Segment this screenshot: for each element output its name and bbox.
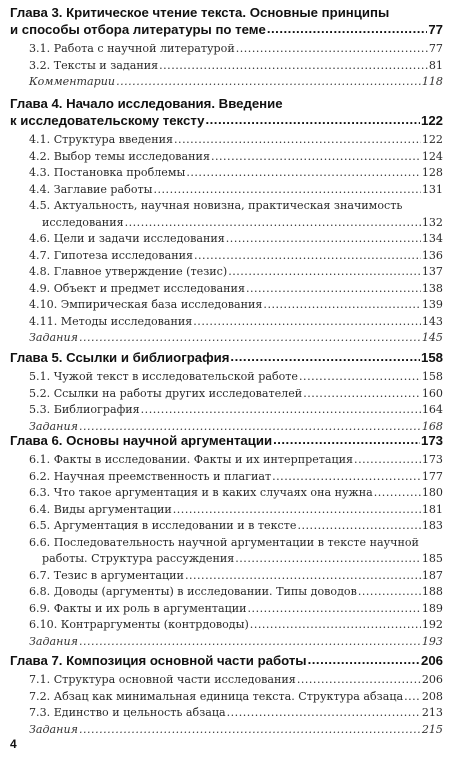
page-number: 4 [10,737,17,751]
chapter-title-line: Глава 3. Критическое чтение текста. Основные принципы [10,5,390,20]
toc-entry[interactable] [29,469,443,486]
entry-text: 3.1. Работа с научной литературой [29,42,235,56]
toc-chapter [10,5,443,91]
entry-text: 4.2. Выбор темы исследования [29,149,210,163]
entry-text-continuation: исследования [42,215,124,229]
entry-text: 4.5. Актуальность, научная новизна, практическая значимость [29,199,403,213]
toc-entry[interactable] [29,518,443,535]
entry-text: 6.2. Научная преемственность и плагиат [29,469,272,483]
dot-leader [211,149,421,160]
chapter-title-line: Глава 5. Ссылки и библиография [10,350,230,366]
entry-page-number: 138 [421,281,443,295]
entry-text: 6.9. Факты и их роль в аргументации [29,601,247,615]
entry-text: 4.9. Объект и предмет исследования [29,281,245,295]
entry-page-number: 137 [421,265,443,279]
entry-text: 6.6. Последовательность научной аргументации в тексте научной [29,535,419,549]
entry-text: Комментарии [29,75,116,89]
dot-leader [193,314,421,325]
entry-page-number: 183 [421,519,443,533]
entry-page-number: 188 [421,585,443,599]
entry-page-number: 134 [421,232,443,246]
toc-entry[interactable] [29,41,443,58]
entry-page-number: 160 [421,386,443,400]
chapter-title-line: и способы отбора литературы по теме [10,22,266,38]
dot-leader [358,584,421,595]
entry-text: 4.4. Заглавие работы [29,182,153,196]
dot-leader [79,722,421,733]
toc-entry[interactable] [29,689,443,706]
chapter-title-line: Глава 4. Начало исследования. Введение [10,96,283,111]
entry-page-number: 189 [421,601,443,615]
dot-leader [186,165,420,176]
entry-text: 3.2. Тексты и задания [29,58,159,72]
toc-entry[interactable] [29,281,443,298]
chapter-page-number: 122 [420,113,443,129]
entry-page-number: 181 [421,502,443,516]
entry-page-number: 131 [421,182,443,196]
dot-leader [141,402,421,413]
dot-leader [297,672,421,683]
dot-leader [267,21,427,34]
entry-page-number: 136 [421,248,443,262]
dot-leader [273,432,420,445]
entry-text: Задания [29,634,78,648]
dot-leader [79,634,421,645]
dot-leader [236,41,428,52]
entry-text: 7.2. Абзац как минимальная единица текста. Структура абзаца [29,689,404,703]
entry-page-number: 213 [421,706,443,720]
entry-text: 6.3. Что такое аргументация и в каких случаях она нужна [29,486,373,500]
entry-text: 7.1. Структура основной части исследования [29,673,296,687]
entry-text: 4.1. Структура введения [29,133,174,147]
toc-entry[interactable] [29,502,443,519]
dot-leader [153,182,420,193]
toc-entry[interactable] [29,264,443,281]
dot-leader [227,705,421,716]
dot-leader [116,74,421,85]
dot-leader [79,419,421,430]
dot-leader [263,297,420,308]
entry-page-number: 77 [428,42,443,56]
entry-text: Задания [29,419,78,433]
entry-text: 5.3. Библиография [29,403,140,417]
entry-page-number: 192 [421,618,443,632]
entry-text: 4.11. Методы исследования [29,314,193,328]
entry-text: 4.8. Главное утверждение (тезис) [29,265,228,279]
toc-chapter [10,96,443,347]
entry-text: 6.8. Доводы (аргументы) в исследовании. Типы доводов [29,585,357,599]
dot-leader [173,502,421,513]
toc-entry[interactable] [29,369,443,386]
toc-chapter [10,432,443,650]
dot-leader [228,264,421,275]
entry-page-number: 118 [421,75,443,89]
entry-page-number: 164 [421,403,443,417]
toc-entry[interactable] [29,386,443,403]
toc-entry[interactable] [29,402,443,419]
dot-leader [299,369,421,380]
entry-text: 4.3. Постановка проблемы [29,166,186,180]
dot-leader [226,231,421,242]
dot-leader [230,349,420,362]
toc-entry[interactable] [29,198,443,231]
toc-entry[interactable] [29,149,443,166]
toc-entry[interactable] [29,297,443,314]
dot-leader [354,452,421,463]
toc-entry-extra[interactable] [29,634,443,651]
dot-leader [374,485,421,496]
dot-leader [248,601,421,612]
dot-leader [404,689,421,700]
toc-entry[interactable] [29,182,443,199]
toc-entry[interactable] [29,165,443,182]
dot-leader [272,469,421,480]
toc-entry[interactable] [29,601,443,618]
dot-leader [303,386,421,397]
chapter-page-number: 206 [420,653,443,669]
entry-text: 4.10. Эмпирическая база исследования [29,298,263,312]
toc-entry[interactable] [29,705,443,722]
toc-entry[interactable] [29,132,443,149]
dot-leader [297,518,420,529]
toc-entry-extra[interactable] [29,330,443,347]
dot-leader [174,132,421,143]
chapter-page-number: 77 [428,22,443,38]
entry-page-number: 185 [421,552,443,566]
toc-chapter [10,349,443,435]
toc-entry-extra[interactable] [29,74,443,91]
chapter-title-line: Глава 6. Основы научной аргументации [10,433,273,449]
chapter-title [10,432,443,449]
dot-leader [79,330,421,341]
chapter-title [10,349,443,366]
chapter-page-number: 158 [420,350,443,366]
entry-page-number: 132 [421,215,443,229]
dot-leader [194,248,421,259]
toc-entry[interactable] [29,485,443,502]
entry-page-number: 124 [421,149,443,163]
toc-entry[interactable] [29,452,443,469]
dot-leader [250,617,421,628]
entry-page-number: 187 [421,568,443,582]
entry-text: 6.1. Факты в исследовании. Факты и их интерпретация [29,453,354,467]
toc-entry[interactable] [29,314,443,331]
entry-page-number: 143 [421,314,443,328]
entry-text: 5.2. Ссылки на работы других исследователей [29,386,303,400]
dot-leader [246,281,421,292]
entry-text: 5.1. Чужой текст в исследовательской работе [29,370,299,384]
dot-leader [235,551,421,562]
entry-text: 6.4. Виды аргументации [29,502,172,516]
entry-page-number: 193 [421,634,443,648]
entry-text: 4.7. Гипотеза исследования [29,248,193,262]
entry-text: 7.3. Единство и цельность абзаца [29,706,226,720]
entry-page-number: 168 [421,419,443,433]
entry-text: 6.7. Тезис в аргументации [29,568,184,582]
toc-entry[interactable] [29,568,443,585]
entry-page-number: 81 [428,58,443,72]
entry-page-number: 145 [421,331,443,345]
toc-entry[interactable] [29,617,443,634]
entry-text-continuation: работы. Структура рассуждения [42,552,235,566]
entry-page-number: 122 [421,133,443,147]
dot-leader [185,568,421,579]
entry-page-number: 158 [421,370,443,384]
entry-text: 4.6. Цели и задачи исследования [29,232,225,246]
toc-chapter [10,652,443,738]
chapter-title [10,5,443,38]
entry-page-number: 173 [421,453,443,467]
chapter-title-line: к исследовательскому тексту [10,113,205,129]
toc-entry[interactable] [29,535,443,568]
entry-page-number: 208 [421,689,443,703]
entry-page-number: 180 [421,486,443,500]
toc-entry[interactable] [29,672,443,689]
toc-entry[interactable] [29,58,443,75]
entry-text: 6.10. Контраргументы (контрдоводы) [29,618,249,632]
dot-leader [205,112,420,125]
entry-text: Задания [29,722,78,736]
chapter-title [10,652,443,669]
toc-entry-extra[interactable] [29,722,443,739]
chapter-title [10,96,443,129]
toc-entry[interactable] [29,584,443,601]
entry-page-number: 128 [421,166,443,180]
dot-leader [125,215,421,226]
entry-page-number: 215 [421,722,443,736]
dot-leader [308,652,420,665]
entry-text: 6.5. Аргументация в исследовании и в тексте [29,519,297,533]
entry-text: Задания [29,331,78,345]
dot-leader [159,58,428,69]
chapter-page-number: 173 [420,433,443,449]
toc-entry[interactable] [29,248,443,265]
entry-page-number: 177 [421,469,443,483]
toc-entry[interactable] [29,231,443,248]
entry-page-number: 206 [421,673,443,687]
chapter-title-line: Глава 7. Композиция основной части работы [10,653,307,669]
entry-page-number: 139 [421,298,443,312]
